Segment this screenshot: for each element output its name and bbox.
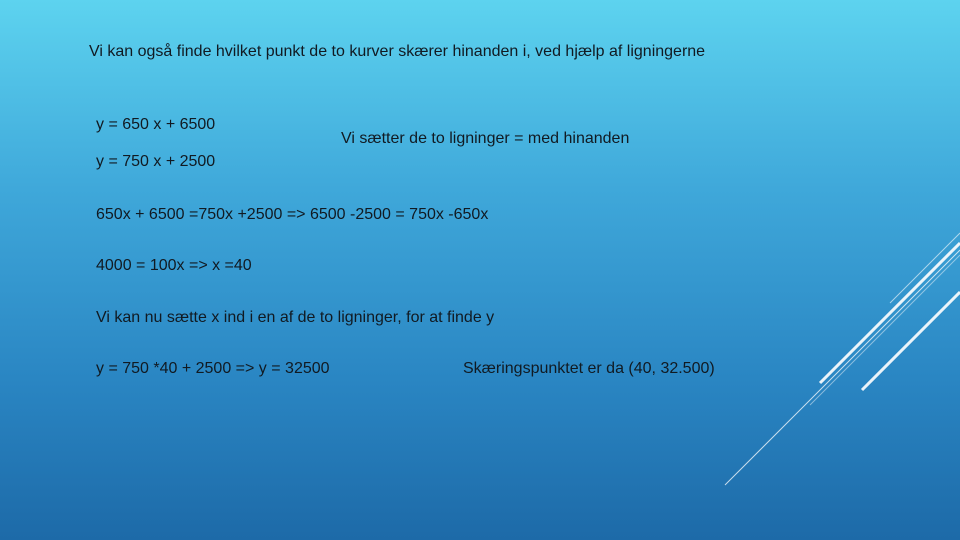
intersection-result: Skæringspunktet er da (40, 32.500) (463, 360, 715, 377)
intro-text: Vi kan også finde hvilket punkt de to kurver skærer hinanden i, ved hjælp af ligningerne (89, 43, 706, 60)
step-solve-y: y = 750 *40 + 2500 => y = 32500 (96, 360, 330, 377)
equate-note: Vi sætter de to ligninger = med hinanden (341, 130, 630, 147)
decor-line-thick-lower (862, 292, 960, 390)
step-insert-x: Vi kan nu sætte x ind i en af de to ligninger, for at finde y (96, 309, 495, 326)
equation-1: y = 650 x + 6500 (96, 116, 216, 133)
equation-2: y = 750 x + 2500 (96, 153, 216, 170)
decor-line-thin-long (725, 250, 960, 485)
decor-line-thin-short-upper (890, 233, 960, 303)
decor-line-thin-short-lower (810, 255, 960, 405)
step-solve-x: 4000 = 100x => x =40 (96, 257, 252, 274)
step-equate: 650x + 6500 =750x +2500 => 6500 -2500 = 750x -650x (96, 206, 489, 223)
